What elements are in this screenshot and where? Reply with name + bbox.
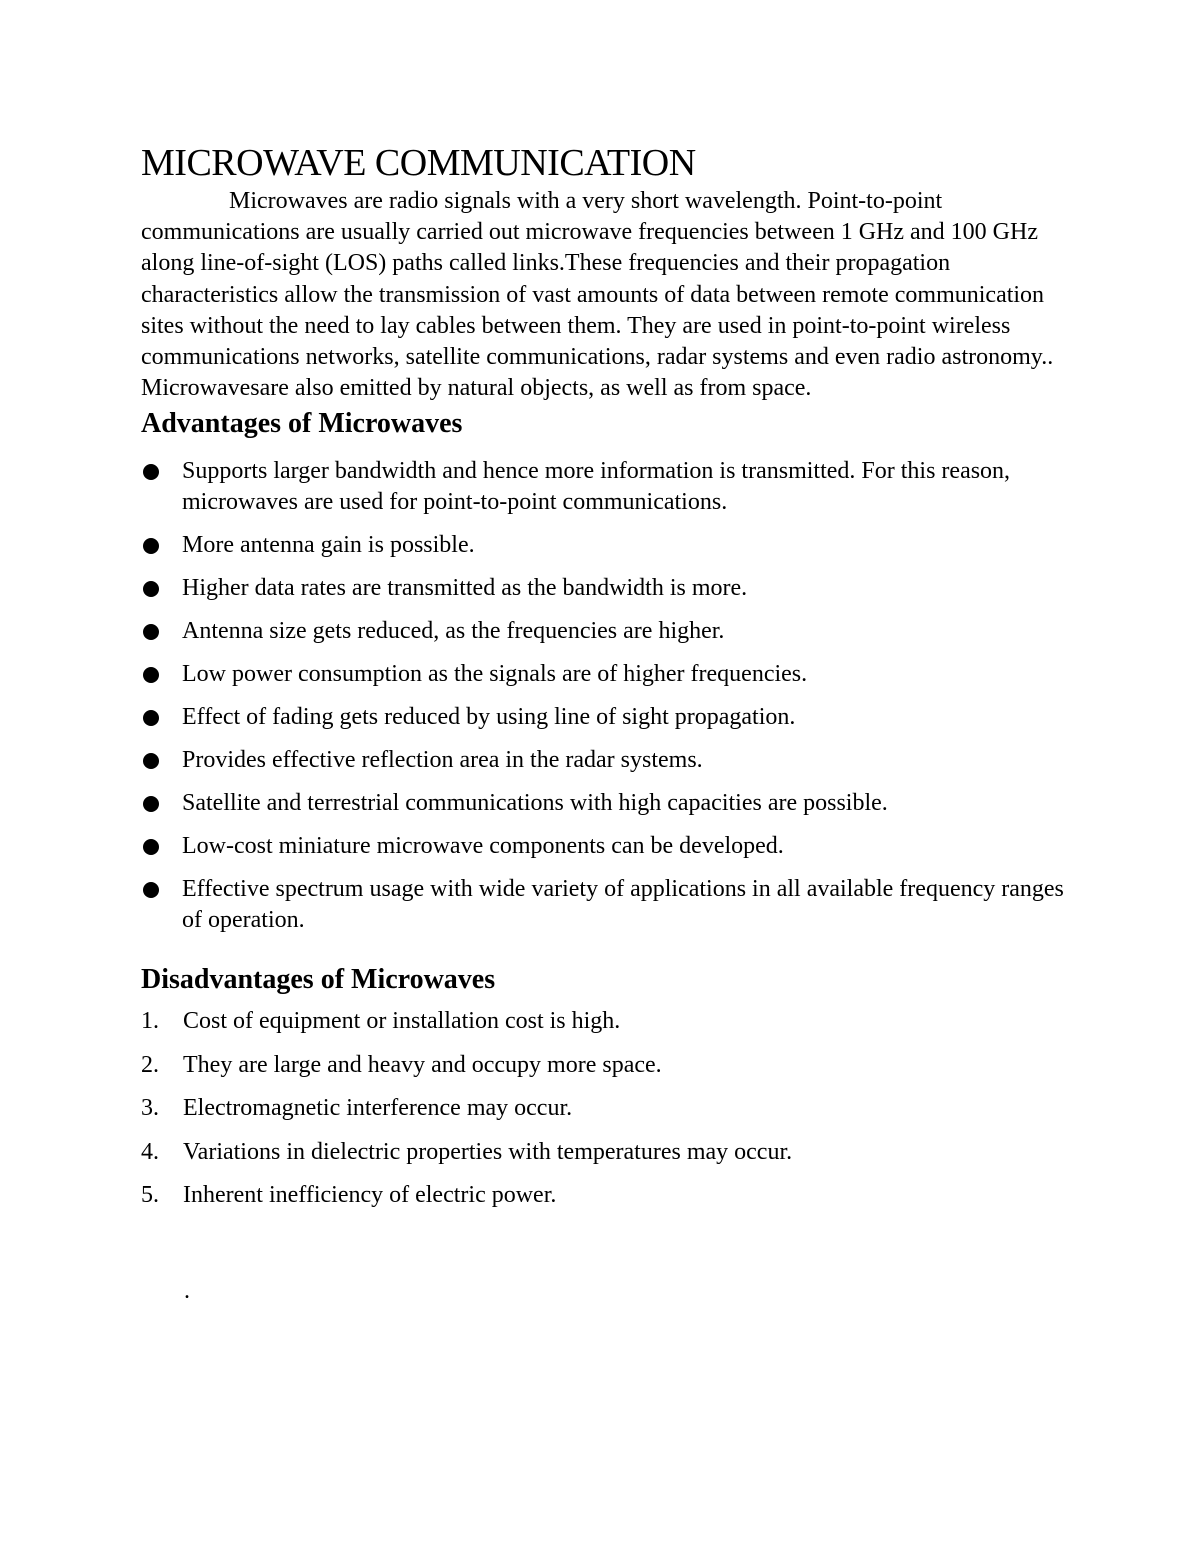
disadvantage-item	[141, 1050, 1071, 1081]
bullet-icon	[143, 882, 159, 898]
bullet-icon	[143, 839, 159, 855]
disadvantage-item	[141, 1180, 1071, 1211]
advantage-text: Effective spectrum usage with wide variety of applications in all available frequency ranges of operation.	[182, 876, 1064, 934]
disadvantage-text: Inherent inefficiency of electric power.	[183, 1182, 557, 1209]
disadvantages-list	[141, 1006, 1071, 1211]
advantage-text: Antenna size gets reduced, as the frequencies are higher.	[182, 618, 725, 645]
intro-paragraph: Microwaves are radio signals with a very short wavelength. Point-to-point communications are usually carried out microwave frequencies between 1 GHz and 100 GHz along line-of-sight (LOS) paths called links.These frequencies and their propagation characteristics allow the transmission of vast amounts of data between remote communication sites without the need to lay cables between them. They are used in point-to-point wireless communications networks, satellite communications, radar systems and even radio astronomy.. Microwavesare also emitted by natural objects, as well as from space.	[141, 188, 1054, 402]
advantage-item	[141, 788, 1071, 819]
advantage-text: Satellite and terrestrial communications with high capacities are possible.	[182, 790, 888, 817]
advantage-text: Low-cost miniature microwave components can be developed.	[182, 833, 784, 860]
bullet-icon	[143, 538, 159, 554]
bullet-icon	[143, 667, 159, 683]
advantage-text: Effect of fading gets reduced by using line of sight propagation.	[182, 704, 796, 731]
disadvantage-text: Cost of equipment or installation cost is high.	[183, 1008, 621, 1035]
list-number: 5.	[141, 1182, 159, 1209]
bullet-icon	[143, 753, 159, 769]
advantage-text: Low power consumption as the signals are of higher frequencies.	[182, 661, 808, 688]
bullet-icon	[143, 464, 159, 480]
advantage-item	[141, 874, 1071, 936]
list-number: 1.	[141, 1008, 159, 1035]
list-number: 3.	[141, 1095, 159, 1122]
disadvantage-text: They are large and heavy and occupy more space.	[183, 1051, 662, 1078]
advantage-item	[141, 616, 1071, 647]
list-number: 2.	[141, 1051, 159, 1078]
advantage-item	[141, 745, 1071, 776]
disadvantage-item	[141, 1137, 1071, 1168]
bullet-icon	[143, 581, 159, 597]
trailing-period: .	[184, 1278, 190, 1304]
advantage-item	[141, 456, 1071, 518]
list-number: 4.	[141, 1138, 159, 1165]
disadvantages-heading: Disadvantages of Microwaves	[141, 964, 496, 996]
advantages-heading: Advantages of Microwaves	[141, 408, 463, 440]
advantage-text: Supports larger bandwidth and hence more information is transmitted. For this reason, microwaves are used for point-to-point communications.	[182, 458, 1011, 516]
disadvantage-text: Electromagnetic interference may occur.	[183, 1095, 573, 1122]
bullet-icon	[143, 796, 159, 812]
advantage-item	[141, 530, 1071, 561]
disadvantage-text: Variations in dielectric properties with temperatures may occur.	[183, 1138, 793, 1165]
bullet-icon	[143, 710, 159, 726]
bullet-icon	[143, 624, 159, 640]
advantage-text: Provides effective reflection area in the radar systems.	[182, 747, 703, 774]
advantages-list	[141, 456, 1071, 936]
disadvantage-item	[141, 1006, 1071, 1037]
advantage-item	[141, 573, 1071, 604]
document-page	[141, 140, 1071, 1224]
advantage-text: Higher data rates are transmitted as the bandwidth is more.	[182, 575, 748, 602]
advantage-text: More antenna gain is possible.	[182, 532, 475, 559]
advantage-item	[141, 831, 1071, 862]
advantage-item	[141, 659, 1071, 690]
disadvantage-item	[141, 1093, 1071, 1124]
page-title: MICROWAVE COMMUNICATION	[141, 142, 696, 184]
advantage-item	[141, 702, 1071, 733]
